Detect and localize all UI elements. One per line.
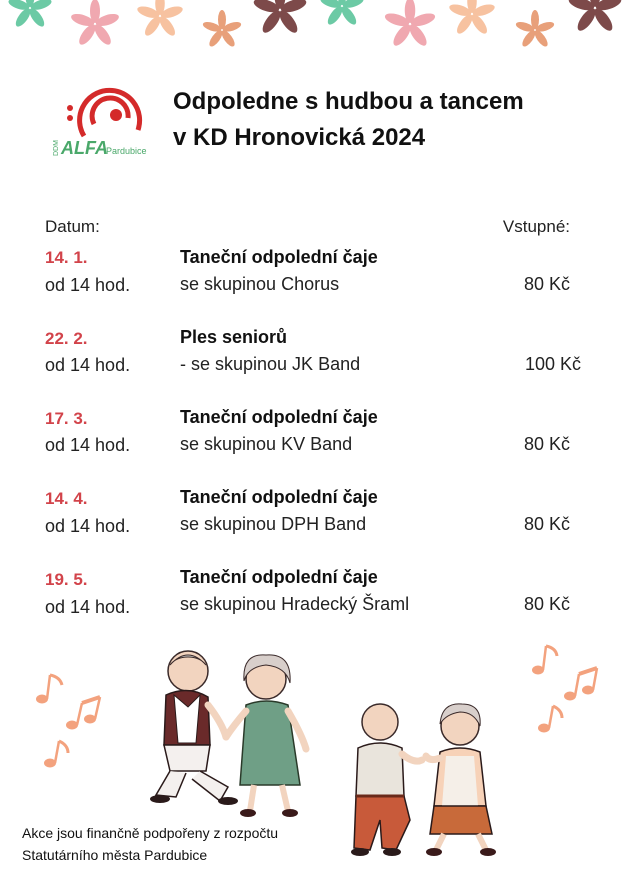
event-price: 80 Kč xyxy=(523,594,570,614)
flower-icon xyxy=(202,10,243,49)
flower-border xyxy=(0,0,625,60)
flower-icon xyxy=(70,0,121,47)
dancing-man-illustration xyxy=(351,704,422,856)
event-band: se skupinou KV Band xyxy=(180,434,353,454)
event-price: 80 Kč xyxy=(523,514,570,534)
event-date: 22. 2. xyxy=(45,329,88,348)
event-name: Ples seniorů xyxy=(180,327,288,347)
dancing-woman-illustration xyxy=(426,704,496,856)
dancing-couple-right xyxy=(330,700,510,860)
flower-icon xyxy=(136,0,184,38)
date-header: Datum: xyxy=(45,217,100,236)
event-time: od 14 hod. xyxy=(45,275,131,295)
logo-alfa-text: ALFA xyxy=(61,138,108,158)
event-date: 14. 4. xyxy=(45,489,88,508)
event-name: Taneční odpolední čaje xyxy=(180,567,378,587)
ddm-alfa-logo xyxy=(48,78,160,158)
dancing-woman-illustration xyxy=(226,655,306,817)
footer-line-2: Statutárního města Pardubice xyxy=(22,847,208,863)
event-time: od 14 hod. xyxy=(45,355,131,375)
event-band: se skupinou Chorus xyxy=(180,274,340,294)
event-band: se skupinou DPH Band xyxy=(180,514,367,534)
logo-ddm-text: DDM xyxy=(53,140,60,156)
event-name: Taneční odpolední čaje xyxy=(180,487,378,507)
footer-line-1: Akce jsou finančně podpořeny z rozpočtu xyxy=(22,825,279,841)
event-date: 17. 3. xyxy=(45,409,88,428)
event-time: od 14 hod. xyxy=(45,516,131,536)
music-notes-left xyxy=(30,665,120,775)
flower-icon xyxy=(448,0,496,36)
music-note-icon xyxy=(66,697,100,730)
dancing-couple-left xyxy=(130,645,315,825)
flower-icon xyxy=(7,0,53,29)
music-note-icon xyxy=(44,741,68,768)
event-band: se skupinou Hradecký Šraml xyxy=(180,594,410,614)
flower-icon xyxy=(515,10,556,49)
flower-icon xyxy=(252,0,308,35)
event-date: 14. 1. xyxy=(45,248,88,267)
event-price: 80 Kč xyxy=(523,274,570,294)
flower-icon xyxy=(383,0,436,48)
event-name: Taneční odpolední čaje xyxy=(180,247,378,267)
event-band: - se skupinou JK Band xyxy=(180,354,361,374)
title-line-2: v KD Hronovická 2024 xyxy=(173,124,426,151)
event-name: Taneční odpolední čaje xyxy=(180,407,378,427)
price-header: Vstupné: xyxy=(502,217,570,236)
event-date: 19. 5. xyxy=(45,570,88,589)
music-note-icon xyxy=(538,706,562,733)
music-note-icon xyxy=(532,646,557,675)
flower-icon xyxy=(319,0,365,27)
event-price: 100 Kč xyxy=(524,354,581,374)
flower-icon xyxy=(567,0,623,33)
event-time: od 14 hod. xyxy=(45,597,131,617)
music-note-icon xyxy=(564,668,597,701)
logo-city-text: Pardubice xyxy=(106,146,147,156)
music-notes-right xyxy=(520,640,610,740)
title-line-1: Odpoledne s hudbou a tancem xyxy=(173,88,524,115)
event-time: od 14 hod. xyxy=(45,435,131,455)
event-price: 80 Kč xyxy=(523,434,570,454)
music-note-icon xyxy=(36,675,62,704)
dancing-man-illustration xyxy=(150,651,238,805)
